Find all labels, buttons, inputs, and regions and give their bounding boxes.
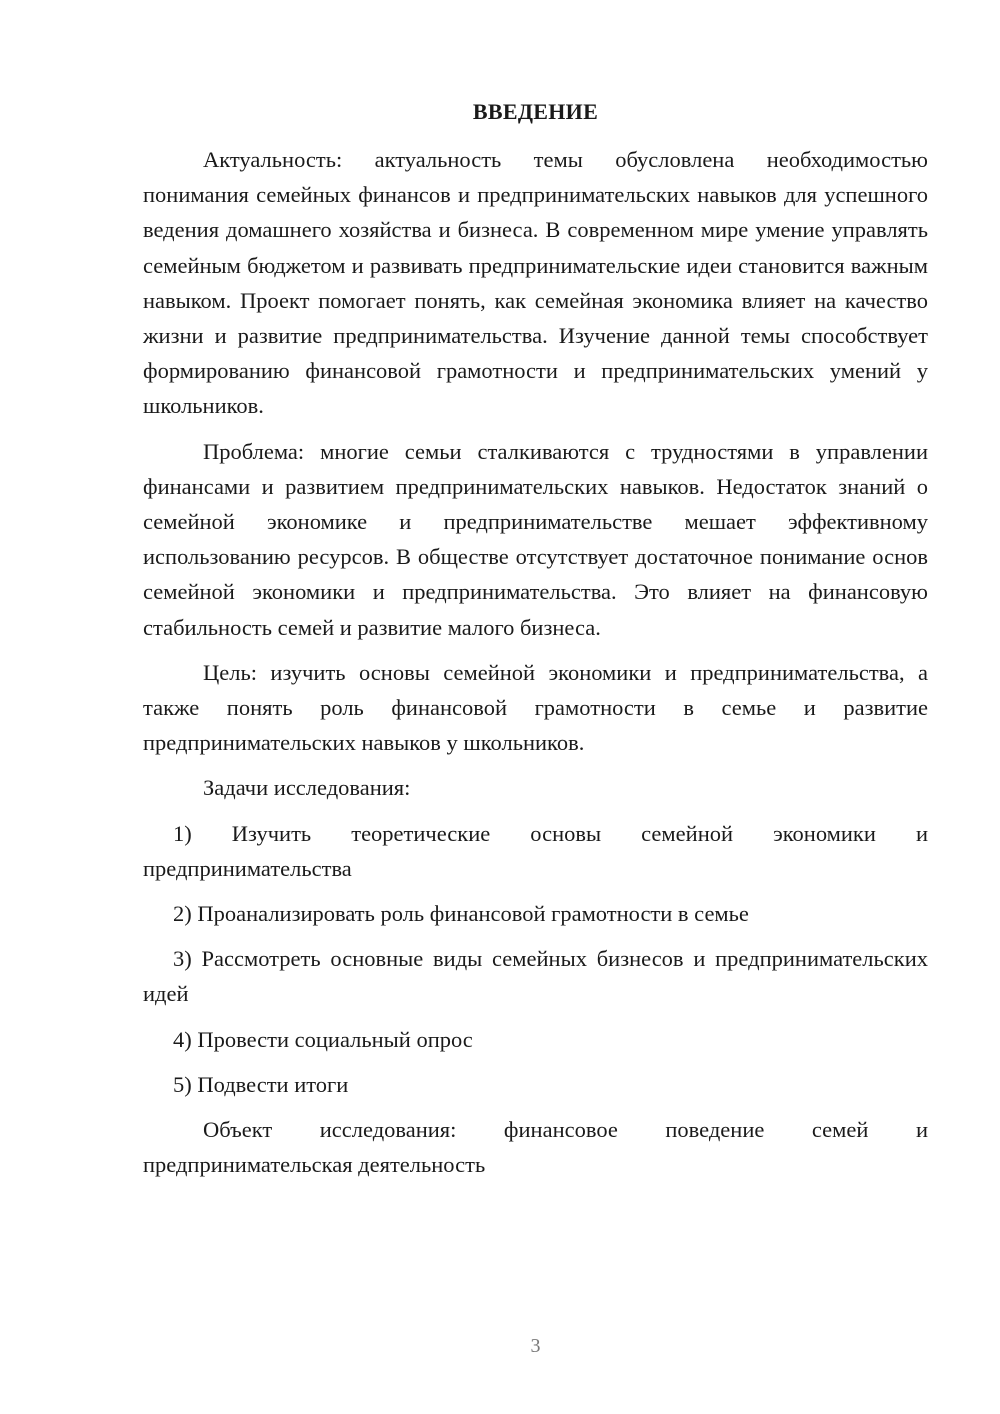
goal-paragraph: Цель: изучить основы семейной экономики и предпринимательства, а также понять роль финансовой грамотности в семье и развитие предпринимательских навыков у школьников. [143,659,928,756]
object-paragraph: Объект исследования: финансовое поведение семей и предпринимательская деятельность [143,1117,928,1178]
relevance-paragraph: Актуальность: актуальность темы обусловлена необходимостью понимания семейных финансов и предпринимательских навыков для успешного ведения домашнего хозяйства и бизнеса. В современном мире умение управлять семейным бюджетом и развивать предпринимательские идеи становится важным навыком. Проект помогает понять, как семейная экономика влияет на качество жизни и развитие предпринимательства. Изучение данной темы способствует формированию финансовой грамотности и предпринимательских умений у школьников. [143,147,928,419]
page-title: ВВЕДЕНИЕ [472,99,599,124]
task-item-1: 1) Изучить теоретические основы семейной экономики и предпринимательства [143,820,928,881]
page-number: 3 [530,1335,541,1357]
task-item-3: 3) Рассмотреть основные виды семейных бизнесов и предпринимательских идей [143,946,928,1007]
problem-paragraph: Проблема: многие семьи сталкиваются с трудностями в управлении финансами и развитием предпринимательских навыков. Недостаток знаний о семейной экономике и предпринимательстве мешает эффективному использованию ресурсов. В обществе отсутствует достаточное понимание основ семейной экономики и предпринимательства. Это влияет на финансовую стабильность семей и развитие малого бизнеса. [143,438,928,640]
document-body [143,142,928,1192]
task-item-5: 5) Подвести итоги [173,1071,349,1097]
task-item-4: 4) Провести социальный опрос [173,1026,473,1052]
tasks-heading: Задачи исследования: [203,775,411,801]
task-item-2: 2) Проанализировать роль финансовой грамотности в семье [173,901,749,927]
